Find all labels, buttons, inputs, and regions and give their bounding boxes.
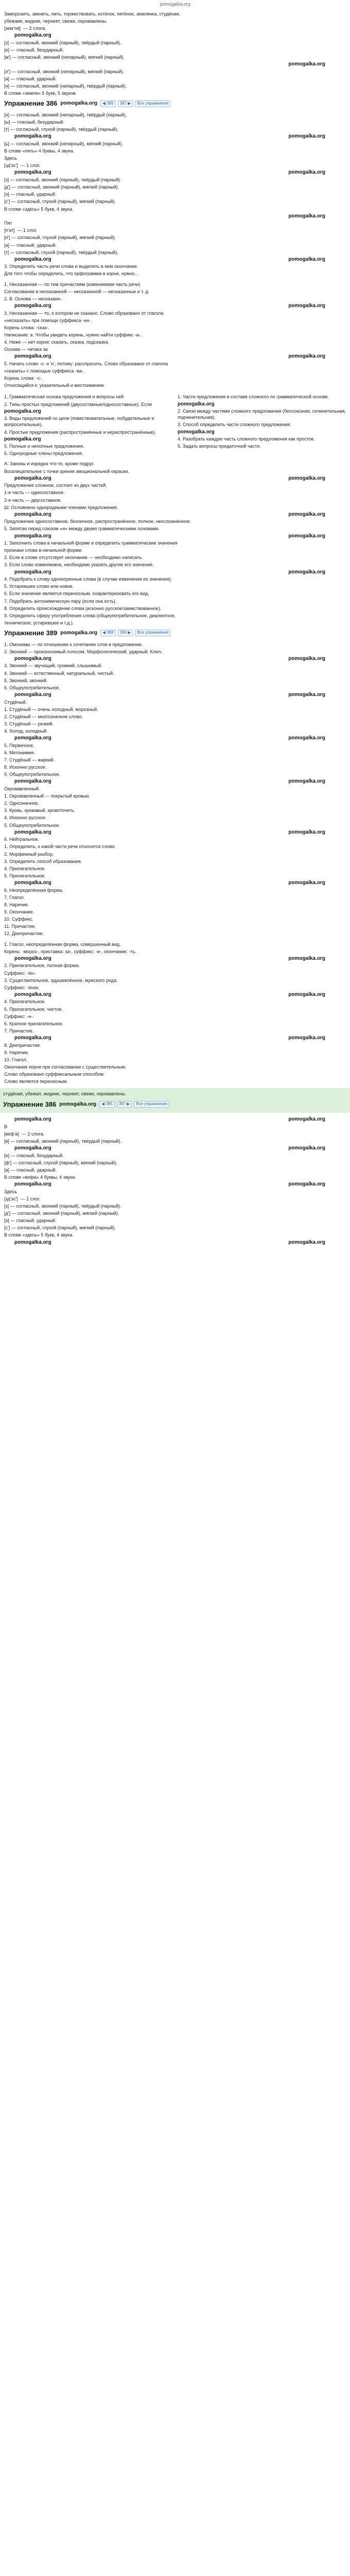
list-item: 2. Связи между частями сложного предложения (бессоюзная, сочинительная, подчинительная). [178, 409, 347, 420]
text-line: 6. Если значение является переносным, охарактеризовать его вид. [4, 591, 149, 597]
text-line: 6. Нейтральное. [4, 837, 40, 842]
list-item: 4. Простые предложения (распространённые и нераспространённые). [4, 429, 156, 435]
text-line: Здесь [4, 1189, 17, 1194]
watermark: pomogalka.org [288, 829, 325, 835]
watermark: pomogalka.org [288, 655, 325, 662]
watermark: pomogalka.org [288, 533, 325, 539]
watermark: pomogalka.org [4, 436, 41, 442]
text-line: 1. Студёный — очень холодный, морозный. [4, 706, 98, 712]
text-line: А: Законы и изредка что-то, кроме подруг. [4, 461, 95, 467]
exercise-389-header [4, 629, 346, 638]
watermark: pomogalka.org [14, 735, 51, 741]
text-line: 9. Общеупотребительное. [4, 772, 60, 777]
prev-label: 388 [107, 630, 114, 635]
text-line: 9. Наречие. [4, 1049, 29, 1055]
text-line: 2. Однозначное. [4, 801, 40, 806]
text-line: 10. Глагол. [4, 1057, 28, 1062]
text-line: 5. Звонкий, звонкий. [4, 677, 48, 683]
block-6 [4, 941, 346, 1086]
text-line: Написание: в. Чтобы увидеть корень, нужно найти суффикс -а-. [4, 332, 142, 337]
text-line: В слове «здесь» 5 букв, 4 звука. [4, 1232, 74, 1238]
text-line: 2. В. Основа — несказанн-. [4, 296, 63, 301]
exercise-386-header [4, 99, 346, 108]
prev-label: 385 [107, 100, 114, 106]
watermark: pomogalka.org [178, 429, 215, 435]
prev-exercise-button[interactable]: ◀ 385 [100, 100, 116, 107]
text-line: 6. Метонимия. [4, 750, 35, 755]
text-line: 9. Определить сферу употребления слова (общеупотребительное, диалектное, [4, 613, 176, 618]
next-exercise-button[interactable]: 387 ▶ [117, 1101, 132, 1108]
text-line: [зд'эс'] — 1 слог. [4, 163, 41, 168]
text-line: 6. Общеупотребительное. [4, 685, 60, 690]
prev-exercise-button[interactable]: ◀ 385 [99, 1101, 115, 1108]
prev-exercise-button[interactable]: ◀ 388 [100, 630, 116, 636]
text-line: [н] — согласный, звонкий (непарный), твёрдый (парный). [4, 112, 127, 117]
text-line: 1. Определить, к какой части речи относится слово. [4, 844, 116, 850]
list-item: 4. Разобрать каждую часть сложного предложения как простое. [178, 436, 316, 442]
watermark: pomogalka.org [14, 880, 51, 886]
watermark: pomogalka.org [288, 569, 325, 575]
watermark: pomogalka.org [14, 353, 51, 360]
text-line: 7. Студёный — жаркий. [4, 757, 55, 762]
text-line: Окончание корня при согласовании с существительным. [4, 1064, 127, 1070]
text-line: Суффикс: -ёнок. [4, 985, 40, 990]
text-line: [т] — согласный, глухой (парный), твёрдый (парный). [4, 127, 118, 132]
list-item: 1. Грамматическая основа предложения и вопросы ней [4, 394, 124, 400]
text-line: 8. Наречие. [4, 902, 29, 907]
text-line: [е] — гласный, безударный. [4, 1153, 64, 1158]
text-line: [с'] — согласный, глухой (парный), мягкий (парный). [4, 199, 116, 205]
watermark: pomogalka.org [288, 475, 325, 481]
text-line: Корень: -мороз-, приставка: за-, суффикс: -и-, окончание: -ть. [4, 948, 136, 954]
text-line: 7. Подобрать антонимическую пару (если она есть). [4, 598, 117, 604]
text-line: В [4, 1124, 8, 1129]
watermark: pomogalka.org [14, 1116, 51, 1123]
list-item: 5. Полные и неполные предложения. [4, 444, 84, 449]
watermark: pomogalka.org [288, 133, 325, 140]
text-line: 11. Причастие. [4, 924, 36, 929]
watermark: pomogalka.org [288, 353, 325, 360]
text-line: 1. Несказанная — по тем причастиям (изменяемая часть речи) [4, 281, 141, 287]
text-line: [з] — согласный, звонкий (парный), твёрдый (парный). [4, 1203, 121, 1209]
watermark: pomogalka.org [14, 692, 51, 698]
block-1 [4, 10, 346, 97]
text-line: 1-я часть — односоставное. [4, 490, 65, 496]
text-line: [ы] — гласный, безударный. [4, 120, 65, 125]
watermark: pomogalka.org [14, 991, 51, 997]
block-bottom [4, 1116, 346, 1246]
text-line: [ф'] — согласный, глухой (парный), мягкий (парный). [4, 1160, 117, 1165]
text-line: В слове «вефа» 4 буквы, 4 звука. [4, 1175, 76, 1180]
watermark: pomogalka.org [288, 1239, 325, 1245]
right-column [178, 393, 346, 457]
block-5 [4, 641, 346, 938]
watermark: pomogalka.org [14, 511, 51, 517]
text-line: 2. Если в слове отсутствует окончание — необходимо написать. [4, 555, 143, 561]
text-line: Пят [4, 221, 12, 226]
watermark: pomogalka.org [14, 303, 51, 309]
list-item: 2. Типы простых предложений (двусоставные/односоставные). Если [4, 401, 152, 407]
watermark: pomogalka.org [178, 401, 215, 407]
exercise-title: Упражнение 386 [3, 1100, 57, 1108]
text-line: [п'ат] — 1 слог. [4, 228, 38, 233]
watermark: pomogalka.org [14, 475, 51, 481]
watermark: pomogalka.org [14, 533, 51, 539]
two-column-list [4, 393, 346, 457]
exercise-nav [99, 1101, 169, 1108]
text-line: 3. Если слово изменяемое, необходимо указать другие его значения. [4, 562, 154, 568]
text-line: 2-я часть — двусоставное. [4, 497, 62, 503]
text-line: 8. Исконно русское. [4, 765, 47, 770]
exercise-title: Упражнение 386 [4, 99, 58, 108]
watermark: pomogalka.org [288, 61, 325, 67]
text-line: 3. Определить способ образования. [4, 858, 82, 864]
text-line: убежавя, жидкие, чернеет, свежи, окровавлены. [4, 19, 108, 24]
text-line: [п'] — согласный, глухой (парный), мягкий (парный). [4, 235, 116, 241]
text-line: 5. Устаревшее слово или новое. [4, 584, 74, 589]
text-line: [з] — согласный, звонкий (парный), твёрдый (парный). [4, 40, 121, 45]
next-exercise-button[interactable]: 390 ▶ [118, 630, 133, 636]
watermark: pomogalka.org [59, 1101, 96, 1107]
watermark: pomogalka.org [288, 1181, 325, 1188]
text-line: [в] — согласный, звонкий (парный), твёрдый (парный). [4, 1138, 122, 1144]
text-line: Ш: Осложнено однородными членами предложения. [4, 504, 118, 510]
text-line: 5. Прилагательное. [4, 873, 46, 878]
watermark: pomogalka.org [14, 829, 51, 835]
watermark: pomogalka.org [14, 32, 51, 39]
block-3 [4, 281, 346, 457]
text-line: 3. Студёный — резкий. [4, 721, 54, 726]
text-line: 7. Причастие. [4, 1028, 34, 1033]
text-line: «несказать» при помощи суффикса -нн-. [4, 317, 92, 323]
page [0, 0, 350, 1246]
watermark: pomogalka.org [288, 880, 325, 886]
left-column [4, 393, 172, 457]
watermark: pomogalka.org [14, 133, 51, 140]
text-line: 8. Деепричастие. [4, 1042, 41, 1048]
text-line: 4. Звонкий — естественный, натуральный, чистый. [4, 670, 114, 676]
watermark: pomogalka.org [14, 955, 51, 961]
site-header[interactable]: pomogalka.org [160, 2, 190, 7]
watermark: pomogalka.org [288, 735, 325, 741]
text-line: 5. Общеупотребительное. [4, 822, 60, 828]
watermark: pomogalka.org [14, 1181, 51, 1188]
text-line: 3. Кровь, кровавый, кровоточить. [4, 808, 75, 814]
text-line: Предложение односоставное, безличное, распространённое, полное, неосложнённое. [4, 519, 191, 524]
text-line: [а] — гласный, ударный. [4, 1167, 57, 1173]
all-exercises-button[interactable]: Все упражнения [134, 1101, 169, 1108]
text-line: [д'] — согласный, звонкий (парный), мягкий (парный). [4, 184, 119, 190]
text-line: Относящийся к: указательный и местоимению [4, 383, 104, 388]
text-line: 4. Холод, холодный. [4, 728, 48, 734]
text-line: 10. Суффикс. [4, 917, 33, 922]
text-line: 2. Морфемный разбор. [4, 851, 54, 857]
related-exercise-band [0, 1088, 350, 1113]
watermark: pomogalka.org [288, 991, 325, 997]
text-line: [э] — гласный, ударный. [4, 192, 57, 197]
text-line: [а] — гласный, ударный. [4, 242, 57, 248]
text-line: 2. Студёный — многозначное слово. [4, 714, 83, 719]
text-line: В слове «здесь» 5 букв, 4 звука. [4, 206, 74, 212]
text-line: Студёный. [4, 699, 27, 705]
watermark: pomogalka.org [288, 955, 325, 961]
text-line: [з] — согласный, звонкий (парный), твёрдый (парный). [4, 177, 121, 182]
text-line: 2. Звонкий — произносимый голосом. Морфологический, ударный. Ключ. [4, 649, 163, 654]
watermark: pomogalka.org [288, 1145, 325, 1151]
prev-label: 385 [106, 1101, 113, 1106]
text-line: В слове «пить» 4 буквы, 4 звука. [4, 148, 75, 154]
text-line: 6. Краткое прилагательное. [4, 1021, 63, 1026]
exercise-nav [100, 630, 170, 636]
text-line: Согласование в несказанной — несказанной — несказанные и т. д. [4, 289, 150, 294]
watermark: pomogalka.org [288, 1035, 325, 1041]
text-line: 5. Запятая перед союзом «и» между двумя грамматическими основами. [4, 526, 160, 532]
text-line: Окровавленный. [4, 786, 40, 791]
text-line: 3. Несказанная — то, о котором не сказано. Слово образовано от глагола [4, 310, 164, 316]
text-line: 3. Звонкий — звучащий, громкий, слышимый. [4, 663, 102, 669]
watermark: pomogalka.org [288, 1116, 325, 1123]
list-item: 6. Однородные члены предложения. [4, 451, 83, 456]
exercise-nav [100, 100, 170, 107]
text-line: [зем'ля] — 2 слога. [4, 26, 46, 31]
text-line: Слово образовано суффиксальным способом. [4, 1072, 105, 1077]
watermark: pomogalka.org [288, 511, 325, 517]
list-item: 5. Задать вопросы придаточной части. [178, 444, 261, 449]
text-line: 7. Глагол. [4, 894, 25, 900]
text-line: Основа — чатака за [4, 347, 48, 352]
watermark: pomogalka.org [4, 408, 41, 414]
text-line: 3. Определить часть речи слова и выделить в нем окончание. [4, 264, 138, 269]
text-line: Предложение сложное, состоит из двух частей. [4, 483, 107, 488]
text-line: [э] — гласный, ударный. [4, 1218, 57, 1224]
list-item: 1. Части предложения в составе сложного по грамматической основе. [178, 394, 329, 400]
text-line: Заморозить, звенеть, пить, торжествовать, котёнок, пятёнок, землянка, студёная, [4, 11, 180, 16]
text-line: 1. Омонимы — по отношению к сочетанию слов в предложении. [4, 641, 143, 647]
watermark: pomogalka.org [14, 256, 51, 262]
watermark: pomogalka.org [14, 569, 51, 575]
text-line: студёная, убежал, жидкие, чернеет, свежи, окровавлены. [3, 1091, 127, 1097]
text-line: 5. Прилагательное, чистое. [4, 1006, 63, 1012]
next-exercise-button[interactable]: 387 ▶ [118, 100, 133, 107]
text-line: 1. Глагол, неопределённая форма, совершенный вид. [4, 941, 121, 947]
watermark: pomogalka.org [14, 1035, 51, 1041]
text-line: Для того чтобы определить, что орфограмма в корне, нужно... [4, 271, 139, 277]
all-exercises-button[interactable]: Все упражнения [135, 630, 170, 636]
text-line: [т] — согласный, глухой (парный), твёрдый (парный). [4, 249, 118, 255]
text-line: 4. Подобрать к слову однокоренные слова (в случае изменения их значения). [4, 577, 172, 582]
text-line: Корень слова: -с-. [4, 376, 43, 381]
text-line: Здесь [4, 156, 17, 161]
all-exercises-button[interactable]: Все упражнения [135, 100, 170, 107]
text-line: [л'] — согласный, звонкий (непарный), мягкий (парный). [4, 69, 125, 74]
watermark: pomogalka.org [14, 170, 51, 176]
watermark: pomogalka.org [60, 100, 97, 107]
text-line: 12. Деепричастие. [4, 931, 44, 937]
text-line: 4. Прилагательное. [4, 999, 46, 1005]
watermark: pomogalka.org [288, 778, 325, 785]
text-line: 6. Неопределённая форма. [4, 887, 63, 893]
text-line: 1. Заполнить слова в начальной форме и определить грамматические значения [4, 540, 178, 546]
watermark: pomogalka.org [288, 213, 325, 219]
text-line: 4. Ниже — нет корня: сказать, сказка, подсказка. [4, 340, 110, 345]
text-line: «сказать» с помощью суффикса -ва-. [4, 368, 85, 374]
text-line: 5. Первичное. [4, 742, 34, 748]
text-line: 3. Существительное, одушевлённое, мужского рода. [4, 977, 118, 983]
watermark: pomogalka.org [288, 170, 325, 176]
list-item: 3. Способ определить части сложного предложения. [178, 422, 291, 428]
block-4 [4, 460, 346, 626]
next-label: 390 [119, 630, 127, 635]
text-line: [н] — согласный, звонкий (непарный), твёрдый (парный). [4, 83, 127, 89]
watermark: pomogalka.org [14, 655, 51, 662]
text-line: Корень слова: -сказ-. [4, 325, 50, 330]
next-label: 387 [119, 100, 127, 106]
text-line: 9. Окончание. [4, 909, 34, 915]
text-line: [с'] — согласный, глухой (парный), мягкий (парный). [4, 1225, 116, 1231]
text-line: 1. Окровавленный — покрытый кровью. [4, 793, 90, 799]
watermark: pomogalka.org [14, 1145, 51, 1151]
text-line: Суффикс: -н-. [4, 1013, 34, 1019]
text-line: [м'] — согласный, звонкий (непарный), мягкий (парный). [4, 55, 125, 60]
watermark: pomogalka.org [60, 630, 97, 636]
text-line: 8. Определить происхождение слова (исконно русское/заимствованное). [4, 605, 162, 611]
text-line: [а] — гласный, ударный. [4, 76, 57, 81]
text-line: техническое, устаревшее и т.д.). [4, 620, 74, 625]
text-line: [зд'эс'] — 1 слог. [4, 1196, 41, 1201]
text-line: [е] — гласный, безударный. [4, 47, 64, 53]
text-line: [ь] — согласный, звонкий (непарный), мягкий (парный). [4, 141, 123, 146]
next-label: 387 [118, 1101, 126, 1106]
text-line: 4. Исконно русское. [4, 815, 47, 821]
text-line: 4. Прилагательное. [4, 866, 46, 871]
watermark: pomogalka.org [14, 778, 51, 785]
text-line: 2. Прилагательное, полная форма. [4, 963, 80, 969]
watermark: pomogalka.org [14, 1239, 51, 1245]
text-line: В слове «земля» 5 букв, 5 звуков. [4, 91, 77, 96]
list-item: 3. Виды предложений по цели (повествовательные, побудительные и вопросительные). [4, 416, 155, 428]
watermark: pomogalka.org [288, 692, 325, 698]
text-line: [д'] — согласный, звонкий (парный), мягкий (парный). [4, 1211, 119, 1216]
watermark: pomogalka.org [288, 303, 325, 309]
text-line: Суффикс: -ён-. [4, 970, 37, 976]
text-line: [веф'а] — 2 слога. [4, 1131, 45, 1137]
text-line: 5. Начать слово -с- и 'н', потому: расспросить. Слово образовано от глагола [4, 361, 168, 366]
text-line: Слово является переносным. [4, 1079, 68, 1084]
text-line: признаки слова в начальной форме. [4, 548, 83, 553]
exercise-title: Упражнение 389 [4, 629, 58, 637]
watermark: pomogalka.org [288, 256, 325, 262]
text-line: Восклицательное с точки зрения эмоциональной окраски. [4, 468, 129, 474]
block-2 [4, 111, 346, 278]
